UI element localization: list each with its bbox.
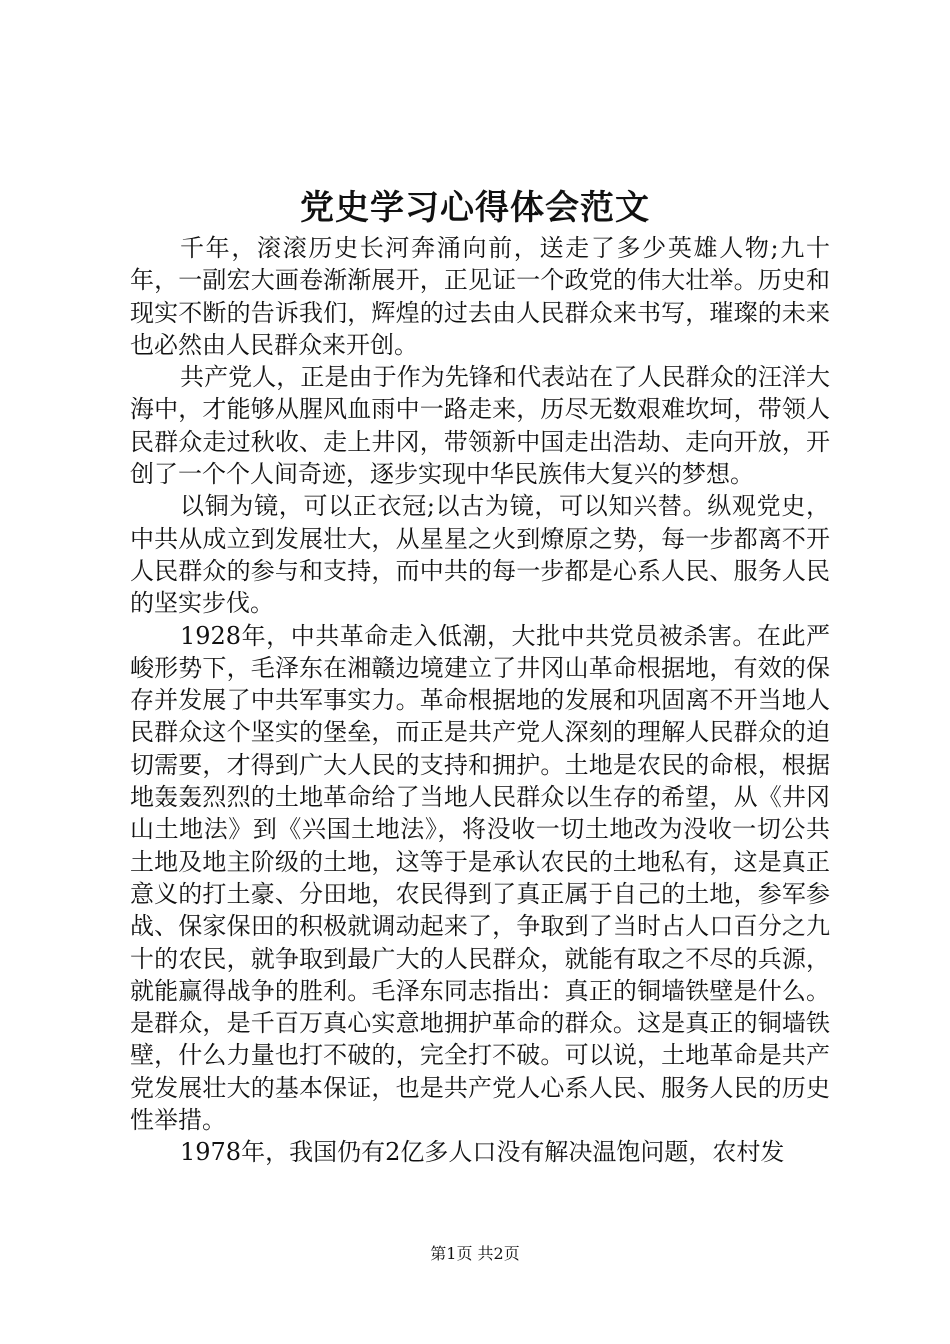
document-body bbox=[130, 232, 830, 1169]
page-footer: 第1页 共2页 bbox=[430, 1244, 520, 1263]
document-title: 党史学习心得体会范文 bbox=[300, 188, 650, 228]
paragraph: 1928年，中共革命走入低潮，大批中共党员被杀害。在此严峻形势下，毛泽东在湘赣边境建立了井冈山革命根据地，有效的保存并发展了中共军事实力。革命根据地的发展和巩固离不开当地人民群众这个坚实的堡垒，而正是共产党人深刻的理解人民群众的迫切需要，才得到广大人民的支持和拥护。土地是农民的命根，根据地轰轰烈烈的土地革命给了当地人民群众以生存的希望，从《井冈山土地法》到《兴国土地法》，将没收一切土地改为没收一切公共土地及地主阶级的土地，这等于是承认农民的土地私有，这是真正意义的打土豪、分田地，农民得到了真正属于自己的土地，参军参战、保家保田的积极就调动起来了，争取到了当时占人口百分之九十的农民，就争取到最广大的人民群众，就能有取之不尽的兵源，就能赢得战争的胜利。毛泽东同志指出：真正的铜墙铁壁是什么。是群众，是千百万真心实意地拥护革命的群众。这是真正的铜墙铁壁，什么力量也打不破的，完全打不破。可以说，土地革命是共产党发展壮大的基本保证，也是共产党人心系人民、服务人民的历史性举措。 bbox=[130, 621, 830, 1135]
paragraph: 共产党人，正是由于作为先锋和代表站在了人民群众的汪洋大海中，才能够从腥风血雨中一路走来，历尽无数艰难坎坷，带领人民群众走过秋收、走上井冈，带领新中国走出浩劫、走向开放，开创了一个个人间奇迹，逐步实现中华民族伟大复兴的梦想。 bbox=[130, 363, 830, 489]
paragraph: 以铜为镜，可以正衣冠;以古为镜，可以知兴替。纵观党史，中共从成立到发展壮大，从星星之火到燎原之势，每一步都离不开人民群众的参与和支持，而中共的每一步都是心系人民、服务人民的坚实步伐。 bbox=[130, 492, 830, 618]
paragraph: 1978年，我国仍有2亿多人口没有解决温饱问题，农村发 bbox=[180, 1138, 785, 1167]
paragraph: 千年，滚滚历史长河奔涌向前，送走了多少英雄人物;九十年，一副宏大画卷渐渐展开，正见证一个政党的伟大壮举。历史和现实不断的告诉我们，辉煌的过去由人民群众来书写，璀璨的未来也必然由人民群众来开创。 bbox=[130, 234, 830, 359]
